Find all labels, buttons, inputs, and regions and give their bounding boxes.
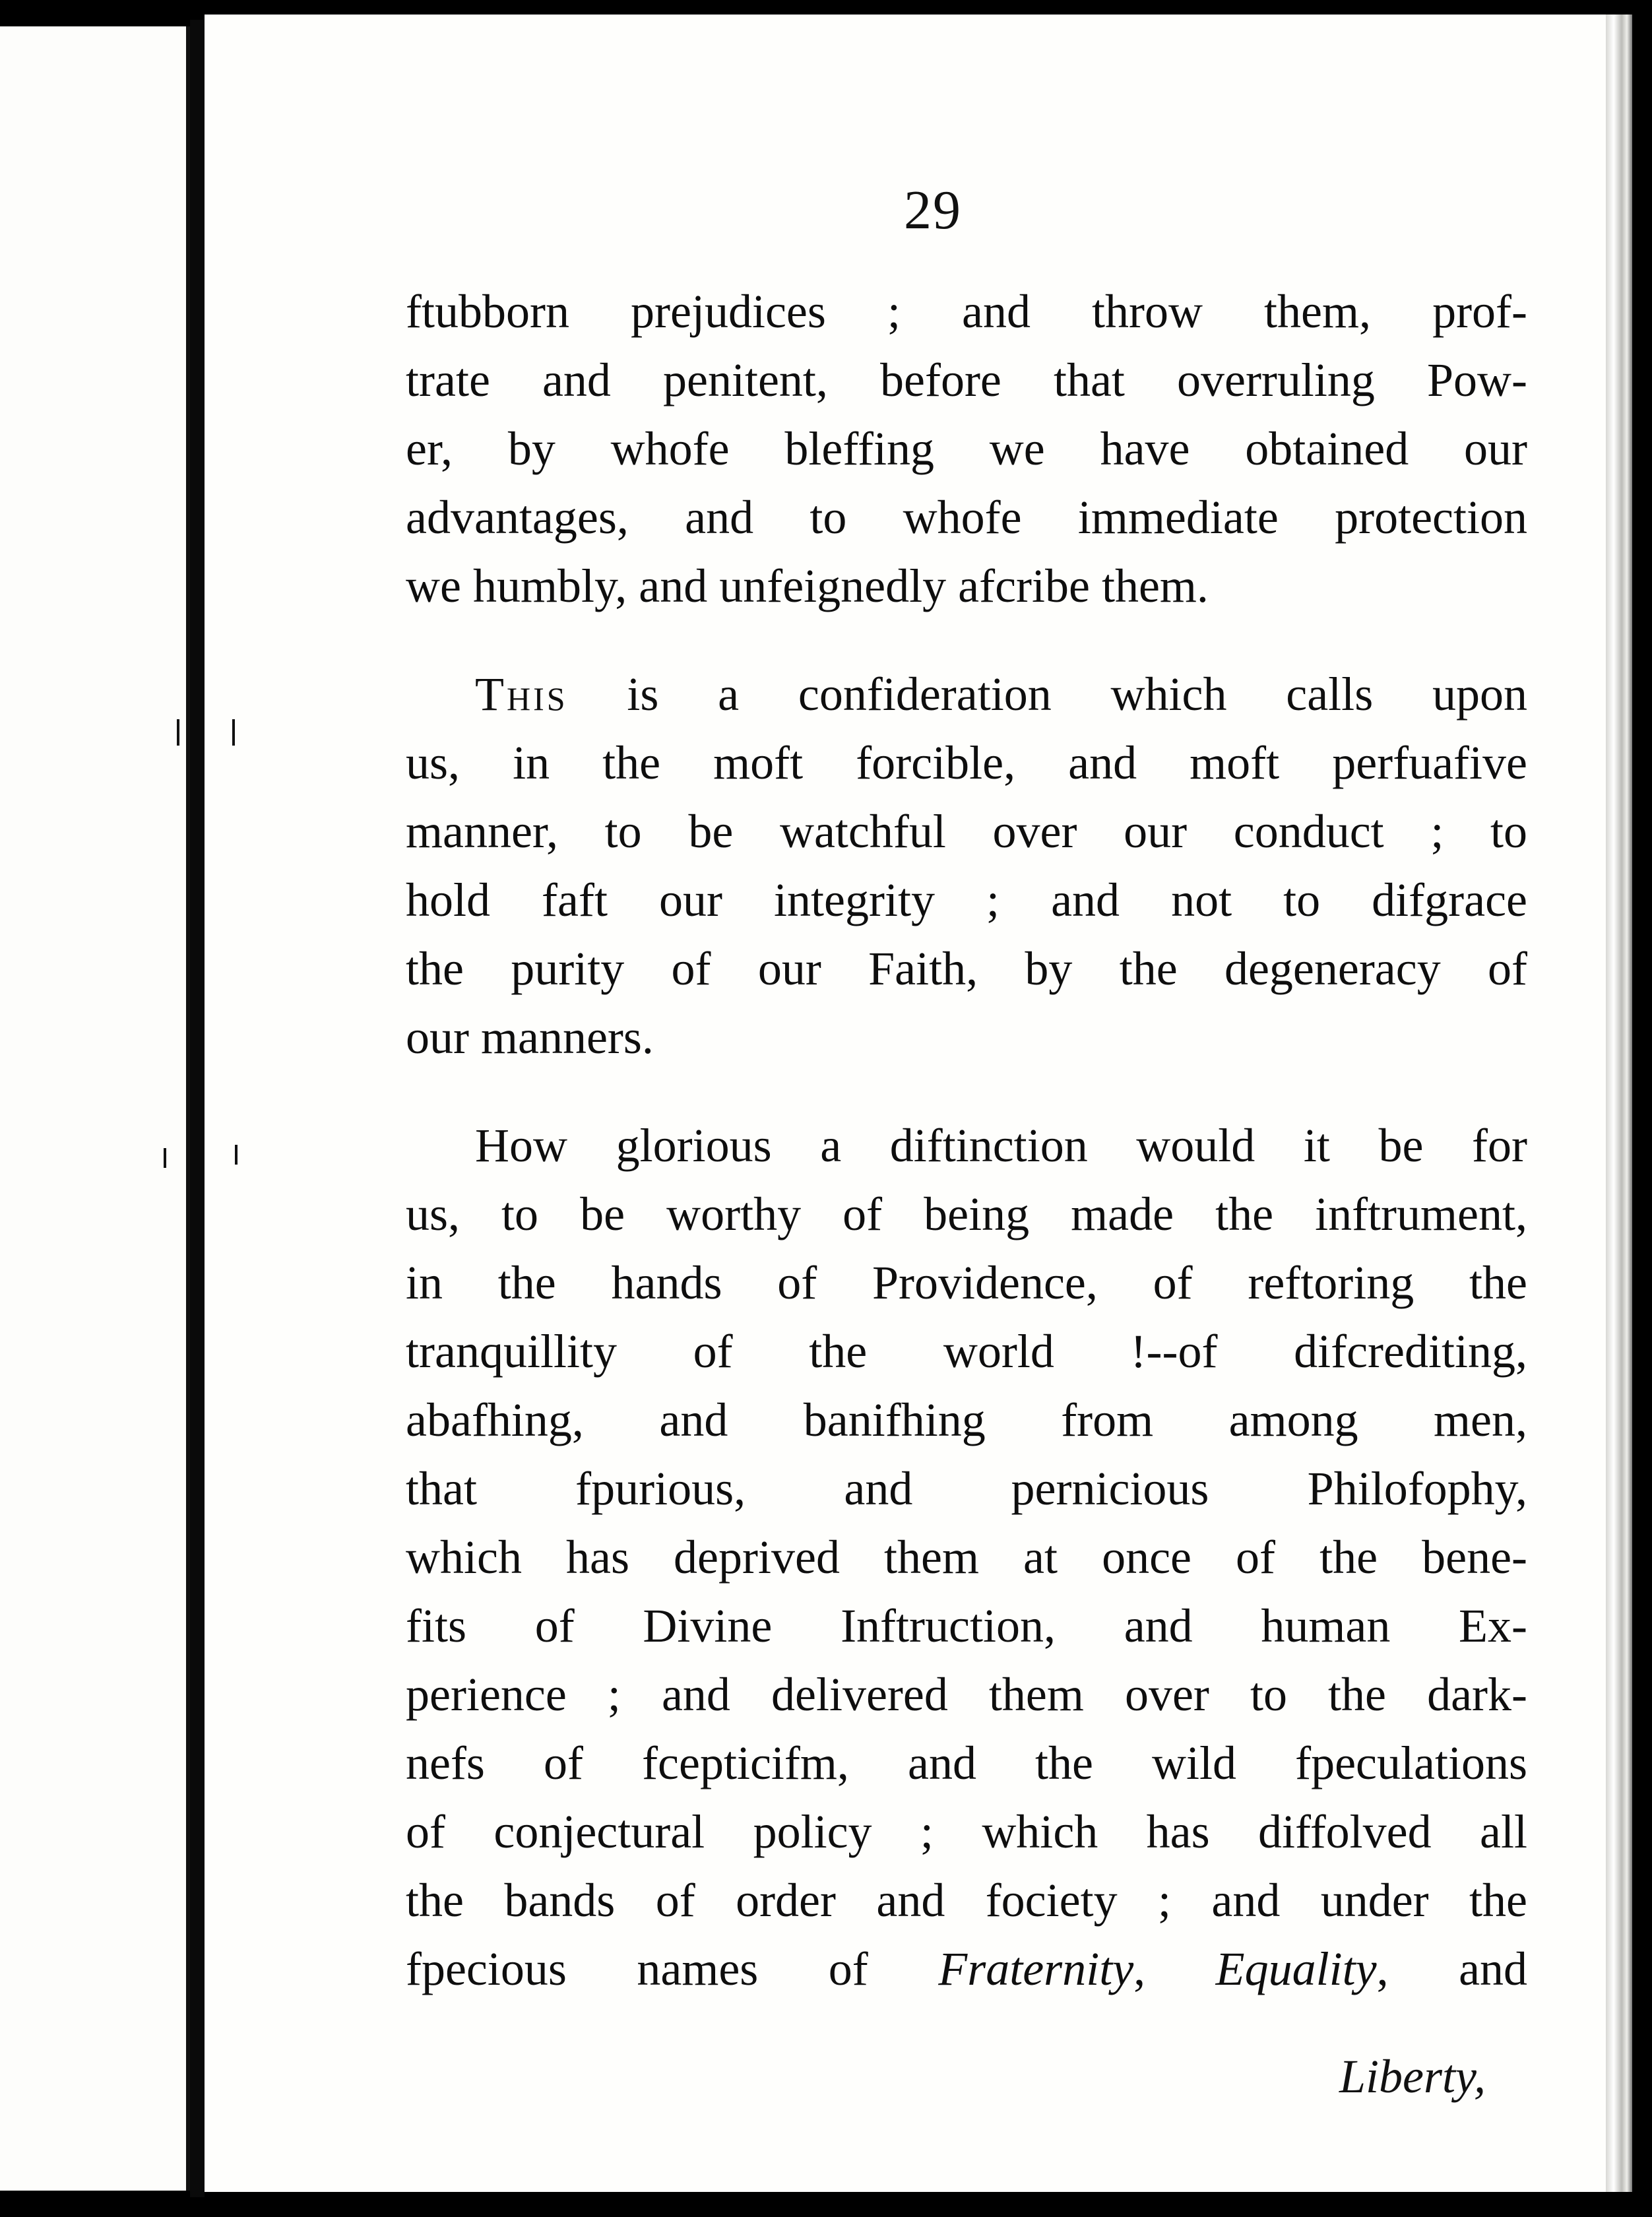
catchword: Liberty, (1339, 2050, 1486, 2103)
text-line: our manners. (406, 1011, 654, 1064)
margin-mark (164, 1148, 166, 1168)
text-line: which has deprived them at once of the bene- (406, 1531, 1527, 1584)
page-number: 29 (904, 179, 962, 241)
text-line (406, 660, 1527, 728)
text-line: we humbly, and unfeignedly afcribe them. (406, 560, 1209, 612)
text-line: tranquillity of the world !--of difcrediting, (406, 1325, 1527, 1378)
text-line: fits of Divine Inftruction, and human Ex- (406, 1599, 1527, 1652)
italic-word: Fraternity (938, 1943, 1134, 1995)
paragraph (406, 1111, 1527, 2003)
text-run: is a confideration which calls upon (567, 668, 1527, 721)
text-line: trate and penitent, before that overruling Pow- (406, 354, 1527, 406)
body-text (406, 277, 1527, 2003)
text-line: perience ; and delivered them over to the dark- (406, 1668, 1527, 1721)
facing-page (0, 26, 190, 2191)
book-gutter (190, 20, 205, 2197)
text-line: abafhing, and banifhing from among men, (406, 1394, 1527, 1446)
text-line: hold faft our integrity ; and not to difgrace (406, 874, 1527, 926)
italic-word: Equality (1215, 1943, 1377, 1995)
page-edge (1606, 15, 1632, 2192)
text-line: in the hands of Providence, of reftoring the (406, 1256, 1527, 1309)
text-line: nefs of fcepticifm, and the wild fpeculations (406, 1737, 1527, 1789)
text-run: and (1459, 1943, 1528, 1995)
paragraph (406, 660, 1527, 1072)
text-line: the bands of order and fociety ; and under the (406, 1874, 1527, 1927)
margin-mark (177, 719, 179, 746)
text-line: advantages, and to whofe immediate protection (406, 491, 1527, 544)
text-line: of conjectural policy ; which has diffolved all (406, 1805, 1527, 1858)
text-line: the purity of our Faith, by the degeneracy of (406, 942, 1527, 995)
margin-mark (232, 719, 235, 746)
text-line: that fpurious, and pernicious Philofophy, (406, 1462, 1527, 1515)
paragraph (406, 277, 1527, 620)
text-line: ftubborn prejudices ; and throw them, prof- (406, 285, 1527, 338)
text-line: fpecious names of Fraternity, Equality, and (406, 1943, 1528, 1995)
text-line: us, in the moft forcible, and moft perfuafive (406, 736, 1527, 789)
text-run: fpecious names of (406, 1943, 939, 1995)
small-caps-word: This (475, 668, 568, 721)
text-line: er, by whofe bleffing we have obtained our (406, 422, 1527, 475)
text-line: manner, to be watchful over our conduct ; to (406, 805, 1527, 858)
margin-mark (235, 1145, 238, 1165)
text-line: us, to be worthy of being made the inftrument, (406, 1188, 1527, 1240)
text-line: How glorious a diftinction would it be for (475, 1119, 1527, 1172)
